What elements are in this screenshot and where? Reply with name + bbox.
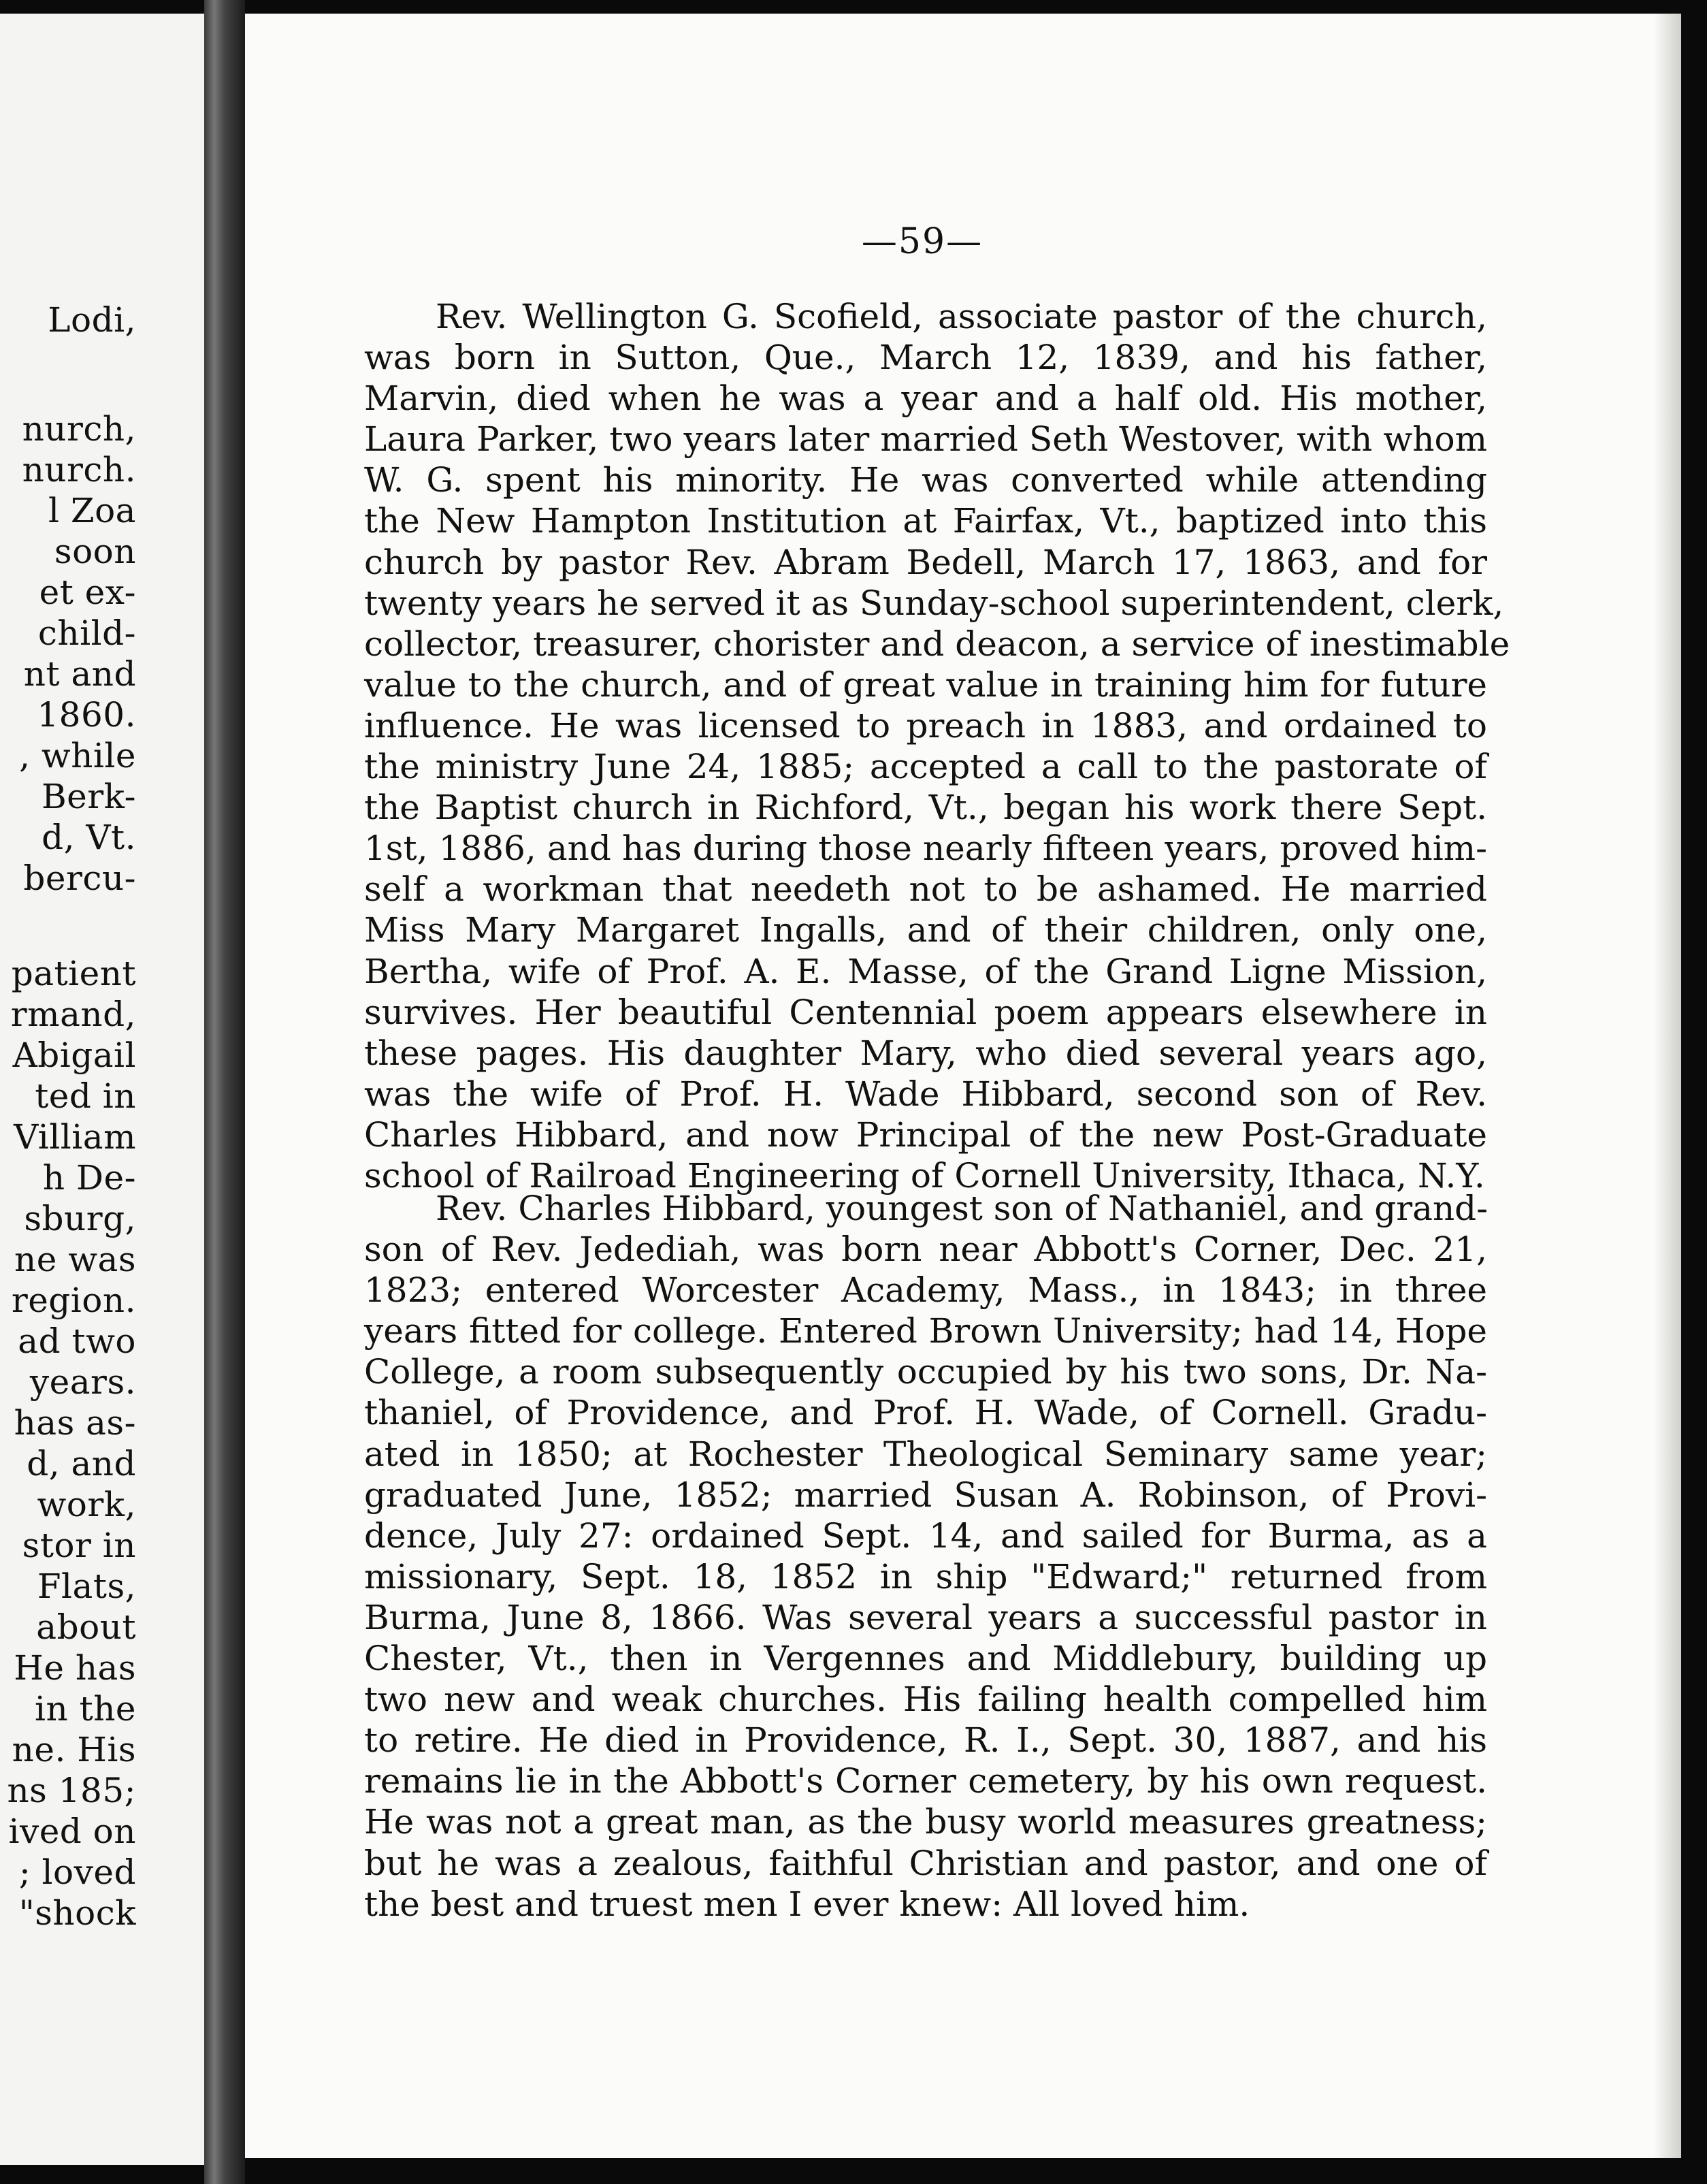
text-line: was born in Sutton, Que., March 12, 1839, and his father,: [364, 338, 1487, 378]
text-line: remains lie in the Abbott's Corner cemetery, by his own request.: [364, 1761, 1487, 1801]
text-line: Laura Parker, two years later married Seth Westover, with whom: [364, 419, 1487, 460]
facing-page-line: has as-: [14, 1403, 136, 1443]
paragraph-scofield: [364, 296, 1510, 1196]
text-line: these pages. His daughter Mary, who died several years ago,: [364, 1033, 1487, 1073]
facing-page-line: l Zoa: [48, 491, 136, 530]
facing-page-line: stor in: [22, 1526, 136, 1565]
facing-page-line: "shock: [18, 1893, 136, 1933]
text-line: school of Railroad Engineering of Cornell University, Ithaca, N.Y.: [364, 1155, 1485, 1195]
facing-page-line: d, and: [27, 1444, 136, 1483]
facing-page-line: rmand,: [10, 995, 136, 1034]
facing-page-line: ; loved: [18, 1852, 136, 1892]
facing-page-line: ted in: [35, 1076, 136, 1116]
facing-page-line: child-: [37, 613, 136, 653]
text-line: W. G. spent his minority. He was converted while attending: [364, 460, 1487, 500]
text-line: Burma, June 8, 1866. Was several years a successful pastor in: [364, 1597, 1487, 1637]
text-line: ated in 1850; at Rochester Theological Seminary same year;: [364, 1434, 1487, 1474]
facing-page-line: Flats,: [37, 1567, 136, 1606]
text-line: son of Rev. Jedediah, was born near Abbott's Corner, Dec. 21,: [364, 1230, 1487, 1270]
facing-page-line: Lodi,: [48, 300, 136, 340]
facing-page-line: nurch,: [22, 409, 136, 449]
text-line: the New Hampton Institution at Fairfax, Vt., baptized into this: [364, 501, 1487, 541]
facing-page-line: h De-: [42, 1158, 136, 1198]
facing-page-line: patient: [11, 954, 136, 993]
facing-page-line: Abigail: [12, 1035, 136, 1075]
text-line: church by pastor Rev. Abram Bedell, March 17, 1863, and for: [364, 542, 1487, 582]
facing-page-line: sburg,: [24, 1199, 136, 1238]
text-line: Charles Hibbard, and now Principal of the new Post-Graduate: [364, 1114, 1487, 1155]
text-line: missionary, Sept. 18, 1852 in ship "Edward;" returned from: [364, 1556, 1487, 1596]
text-line: self a workman that needeth not to be ashamed. He married: [364, 869, 1487, 910]
facing-page-line: soon: [54, 532, 136, 571]
text-line: influence. He was licensed to preach in 1883, and ordained to: [364, 705, 1487, 745]
facing-page-line: d, Vt.: [42, 818, 136, 857]
facing-page-line: ne. His: [12, 1730, 136, 1769]
facing-page-line: ad two: [18, 1321, 136, 1361]
text-line: Miss Mary Margaret Ingalls, and of their children, only one,: [364, 910, 1487, 950]
text-line: 1st, 1886, and has during those nearly fifteen years, proved him-: [364, 829, 1487, 869]
facing-page-line: , while: [19, 736, 136, 775]
page-edge: [1654, 14, 1681, 2158]
facing-page-line: ns 185;: [7, 1771, 136, 1810]
text-line: survives. Her beautiful Centennial poem appears elsewhere in: [364, 992, 1487, 1032]
text-line: thaniel, of Providence, and Prof. H. Wade, of Cornell. Gradu-: [364, 1393, 1487, 1433]
text-line: 1823; entered Worcester Academy, Mass., in 1843; in three: [364, 1270, 1487, 1311]
text-line: value to the church, and of great value in training him for future: [364, 664, 1487, 705]
text-line: years fitted for college. Entered Brown University; had 14, Hope: [364, 1311, 1487, 1351]
facing-page-line: years.: [29, 1362, 136, 1402]
paragraph-hibbard: [364, 1188, 1487, 1925]
facing-page-line: nurch.: [22, 450, 136, 489]
text-line: Chester, Vt., then in Vergennes and Middlebury, building up: [364, 1639, 1487, 1679]
text-line: Rev. Charles Hibbard, youngest son of Nathaniel, and grand-: [436, 1189, 1489, 1228]
facing-page-line: 1860.: [37, 695, 136, 735]
text-line: graduated June, 1852; married Susan A. Robinson, of Provi-: [364, 1475, 1487, 1515]
facing-page-line: et ex-: [39, 573, 136, 612]
facing-page-fragment: [0, 14, 211, 2165]
text-line: the ministry June 24, 1885; accepted a call to the pastorate of: [364, 747, 1487, 787]
text-line: collector, treasurer, chorister and deacon, a service of inestimable: [364, 624, 1510, 664]
text-line: two new and weak churches. His failing health compelled him: [364, 1680, 1487, 1720]
text-line: the best and truest men I ever knew: All loved him.: [364, 1884, 1250, 1924]
text-line: twenty years he served it as Sunday-school superintendent, clerk,: [364, 583, 1504, 623]
text-line: College, a room subsequently occupied by his two sons, Dr. Na-: [364, 1352, 1487, 1392]
book-gutter: [204, 0, 245, 2184]
facing-page-line: ne was: [14, 1240, 136, 1279]
page-number: —59—: [861, 221, 983, 262]
text-line: He was not a great man, as the busy world measures greatness;: [364, 1802, 1487, 1842]
text-line: was the wife of Prof. H. Wade Hibbard, second son of Rev.: [364, 1074, 1487, 1114]
facing-page-line: work,: [37, 1485, 136, 1524]
facing-page-line: ived on: [8, 1812, 136, 1851]
facing-page-line: about: [36, 1607, 136, 1647]
text-line: Rev. Wellington G. Scofield, associate pastor of the church,: [436, 297, 1487, 336]
facing-page-line: Berk-: [41, 777, 136, 816]
facing-page-line: in the: [35, 1689, 136, 1729]
facing-page-line: He has: [14, 1648, 136, 1688]
text-line: to retire. He died in Providence, R. I., Sept. 30, 1887, and his: [364, 1720, 1487, 1761]
facing-page-line: nt and: [23, 654, 136, 694]
text-line: Bertha, wife of Prof. A. E. Masse, of the Grand Ligne Mission,: [364, 951, 1487, 991]
text-line: the Baptist church in Richford, Vt., began his work there Sept.: [364, 788, 1487, 828]
text-line: but he was a zealous, faithful Christian and pastor, and one of: [364, 1843, 1487, 1883]
text-line: dence, July 27: ordained Sept. 14, and sailed for Burma, as a: [364, 1515, 1487, 1556]
facing-page-line: bercu-: [23, 858, 136, 898]
facing-page-line: region.: [11, 1281, 136, 1320]
text-line: Marvin, died when he was a year and a half old. His mother,: [364, 379, 1487, 419]
facing-page-line: Villiam: [14, 1117, 136, 1157]
